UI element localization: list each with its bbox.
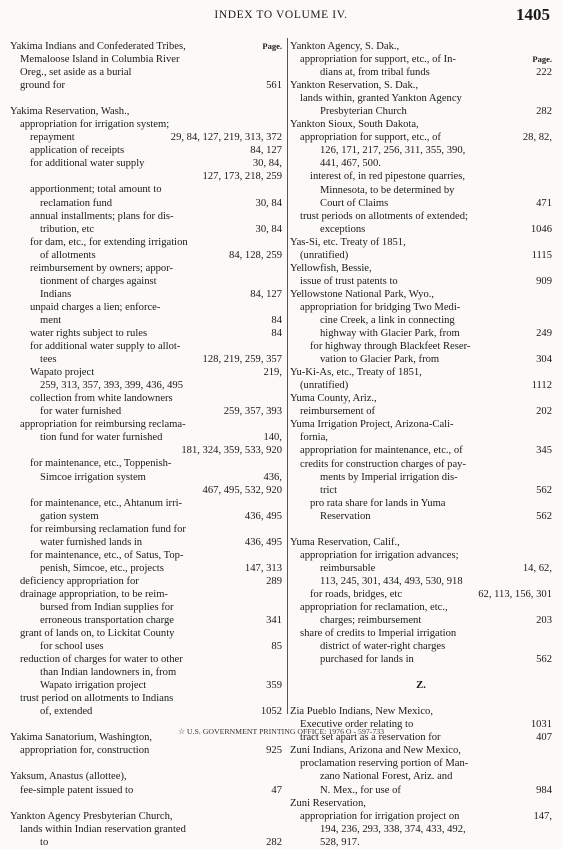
index-subentry (290, 784, 552, 797)
index-subentry (290, 144, 552, 157)
entry-text: Yu-Ki-As, etc., Treaty of 1851, (290, 367, 422, 379)
index-subentry (290, 431, 552, 444)
entry-text: apportionment; total amount to (30, 184, 162, 196)
entry-text: district of water-right charges (320, 641, 446, 653)
entry-text: 194, 236, 293, 338, 374, 433, 492, (320, 823, 466, 835)
index-subentry (10, 275, 282, 288)
page-reference: 30, 84 (255, 223, 282, 235)
index-subentry (290, 379, 552, 392)
entry-text: for maintenance, etc., Toppenish- (30, 458, 172, 470)
index-subentry (290, 314, 552, 327)
page-reference: 341 (266, 615, 282, 627)
page-reference: 84, 128, 259 (229, 249, 282, 261)
index-subentry (10, 614, 282, 627)
page-reference: 47 (271, 784, 282, 796)
page-reference: 85 (271, 641, 282, 653)
entry-spacer (290, 523, 552, 536)
index-subentry (10, 457, 282, 470)
index-subentry (10, 379, 282, 392)
entry-text: proclamation reserving portion of Man- (300, 758, 469, 770)
page-column-label: Page. (260, 40, 282, 53)
entry-text: highway with Glacier Park, from (320, 328, 460, 340)
page-reference: 909 (536, 275, 552, 287)
index-subentry (290, 184, 552, 197)
entry-text: appropriation for reclamation, etc., (300, 601, 448, 613)
page-reference: 30, 84 (255, 197, 282, 209)
entry-text: Yakima Sanatorium, Washington, (10, 732, 153, 744)
index-subentry (290, 223, 552, 236)
entry-text: Reservation (320, 510, 371, 522)
index-subentry (10, 353, 282, 366)
entry-text: charges; reimbursement (320, 615, 422, 627)
entry-text: for water furnished (40, 406, 122, 418)
index-subentry (10, 236, 282, 249)
entry-text: cine Creek, a link in connecting (320, 314, 455, 326)
page-reference: 147, (533, 810, 552, 822)
page-reference: 1046 (530, 223, 552, 235)
index-subentry (10, 157, 282, 170)
page-reference: 1112 (531, 380, 552, 392)
page-reference: 1031 (530, 719, 552, 731)
index-subentry (10, 118, 282, 131)
page-reference: 304 (536, 354, 552, 366)
entry-text: 113, 245, 301, 434, 493, 530, 918 (320, 575, 463, 587)
page-reference: 14, 62, (522, 562, 552, 574)
entry-text: deficiency appropriation for (20, 575, 139, 587)
entry-text: reimbursable (320, 562, 376, 574)
entry-text: for additional water supply to allot- (30, 341, 181, 353)
entry-text: Zuni Reservation, (290, 797, 366, 809)
index-subentry (290, 275, 552, 288)
index-entry-heading (290, 797, 552, 810)
entry-text: appropriation for, construction (20, 745, 150, 757)
entry-text: trust periods on allotments of extended; (300, 210, 468, 222)
entry-text: tract set apart as a reservation for (300, 732, 441, 744)
index-subentry (10, 627, 282, 640)
entry-text: tionment of charges against (40, 275, 157, 287)
index-subentry (10, 144, 282, 157)
page-reference: 471 (536, 197, 552, 209)
page-reference: 345 (536, 445, 552, 457)
entry-text: appropriation for irrigation system; (20, 119, 170, 131)
index-subentry (290, 484, 552, 497)
entry-text: reduction of charges for water to other (20, 654, 183, 666)
entry-text: appropriation for support, etc., of In- (300, 54, 456, 66)
index-subentry (290, 510, 552, 523)
index-subentry (10, 510, 282, 523)
index-entry-heading (290, 366, 552, 379)
index-subentry (10, 79, 282, 92)
entry-text: erroneous transportation charge (40, 615, 174, 627)
entry-text: drainage appropriation, to be reim- (20, 588, 168, 600)
entry-text: penish, Simcoe, etc., projects (40, 562, 164, 574)
page-reference: 84, 127 (250, 145, 282, 157)
entry-text: water rights subject to rules (30, 327, 148, 339)
entry-text: for dam, etc., for extending irrigation (30, 236, 188, 248)
index-subentry (290, 836, 552, 849)
entry-text: Yankton Reservation, S. Dak., (290, 80, 419, 92)
index-subentry (290, 353, 552, 366)
page-reference: 289 (266, 575, 282, 587)
index-subentry (10, 366, 282, 379)
page-reference: 62, 113, 156, 301 (478, 588, 552, 600)
entry-text: bursed from Indian supplies for (40, 601, 174, 613)
entry-text: tribution, etc (40, 223, 95, 235)
entry-text: Court of Claims (320, 197, 389, 209)
entry-text: gation system (40, 510, 99, 522)
page-reference: 30, 84, (252, 158, 282, 170)
index-subentry (10, 601, 282, 614)
entry-text: for maintenance, etc., of Satus, Top- (30, 549, 184, 561)
page-reference: 222 (536, 67, 552, 79)
entry-text: ments by Imperial irrigation dis- (320, 471, 458, 483)
entry-text: grant of lands on, to Lickitat County (20, 628, 175, 640)
index-subentry (10, 640, 282, 653)
index-subentry (10, 327, 282, 340)
index-subentry (290, 575, 552, 588)
entry-text: 528, 917. (320, 836, 360, 848)
index-subentry (10, 53, 282, 66)
entry-text: appropriation for reimbursing reclama- (20, 419, 186, 431)
page-reference: 128, 219, 259, 357 (202, 354, 282, 366)
entry-text: (unratified) (300, 380, 349, 392)
entry-text: to (40, 836, 49, 848)
index-entry-heading (10, 105, 282, 118)
entry-text: for additional water supply (30, 158, 145, 170)
index-subentry (290, 497, 552, 510)
index-entry-heading (290, 705, 552, 718)
section-letter: Z. (416, 680, 426, 692)
page-reference: 29, 84, 127, 219, 313, 372 (170, 132, 282, 144)
index-subentry (10, 392, 282, 405)
entry-text: repayment (30, 132, 75, 144)
entry-text: Yellowfish, Bessie, (290, 262, 372, 274)
entry-text: Yellowstone National Park, Wyo., (290, 288, 435, 300)
entry-text: lands within Indian reservation granted (20, 823, 186, 835)
page-column-label: Page. (530, 53, 552, 66)
index-entry-heading (290, 418, 552, 431)
entry-text: than Indian landowners in, from (40, 667, 177, 679)
index-entry-heading (290, 536, 552, 549)
index-subentry (290, 170, 552, 183)
index-subentry (10, 705, 282, 718)
entry-text: Zuni Indians, Arizona and New Mexico, (290, 745, 461, 757)
page-reference: 84 (271, 314, 282, 326)
page-reference: 436, 495 (244, 536, 282, 548)
printing-office-footer: ☆ U.S. GOVERNMENT PRINTING OFFICE: 1976 O - 597-733 (177, 727, 385, 736)
entry-text: fornia, (300, 432, 328, 444)
index-entry-heading (10, 40, 282, 53)
entry-text: share of credits to Imperial irrigation (300, 628, 457, 640)
index-subentry (10, 262, 282, 275)
entry-text: issue of trust patents to (300, 275, 398, 287)
page-reference: 282 (536, 106, 552, 118)
index-subentry (10, 131, 282, 144)
entry-text: purchased for lands in (320, 654, 414, 666)
page-reference: 561 (266, 80, 282, 92)
index-subentry (290, 588, 552, 601)
index-subentry (10, 249, 282, 262)
index-entry-heading (290, 262, 552, 275)
entry-text: exceptions (320, 223, 366, 235)
index-subentry (290, 549, 552, 562)
entry-spacer (10, 757, 282, 770)
entry-text: ment (40, 314, 62, 326)
index-subentry (10, 666, 282, 679)
index-subentry (10, 197, 282, 210)
page-reference: 359 (266, 680, 282, 692)
entry-text: Yankton Agency Presbyterian Church, (10, 810, 173, 822)
index-entry-heading (10, 810, 282, 823)
page-reference: 407 (536, 732, 552, 744)
index-subentry (10, 471, 282, 484)
index-subentry (290, 601, 552, 614)
index-subentry (10, 484, 282, 497)
index-subentry (10, 301, 282, 314)
index-subentry (290, 810, 552, 823)
page-reference: 436, 495 (244, 510, 282, 522)
index-subentry (10, 288, 282, 301)
index-subentry (290, 92, 552, 105)
entry-text: for school uses (40, 641, 104, 653)
page-reference: 562 (536, 510, 552, 522)
entry-text: tees (40, 354, 57, 366)
entry-text: 441, 467, 500. (320, 158, 381, 170)
entry-spacer (290, 692, 552, 705)
entry-text: for maintenance, etc., Ahtanum irri- (30, 497, 183, 509)
entry-text: vation to Glacier Park, from (320, 354, 440, 366)
entry-text: fee-simple patent issued to (20, 784, 134, 796)
entry-text: Oreg., set aside as a burial (20, 67, 132, 79)
entry-text: appropriation for irrigation advances; (300, 549, 459, 561)
entry-text: Yakima Indians and Confederated Tribes, (10, 41, 186, 52)
entry-text: Executive order relating to (300, 719, 414, 731)
index-entry-heading (290, 79, 552, 92)
index-subentry (290, 823, 552, 836)
entry-text: appropriation for support, etc., of (300, 132, 441, 144)
page-reference: 1115 (531, 249, 552, 261)
index-subentry (290, 471, 552, 484)
index-entry-heading (290, 118, 552, 131)
index-subentry (290, 340, 552, 353)
entry-text: Yankton Sioux, South Dakota, (290, 119, 419, 131)
index-subentry (290, 301, 552, 314)
entry-spacer (10, 92, 282, 105)
entry-text: zano National Forest, Ariz. and (320, 771, 453, 783)
index-subentry (10, 692, 282, 705)
index-subentry (290, 444, 552, 457)
entry-text: ground for (20, 80, 66, 92)
entry-text: Yas-Si, etc. Treaty of 1851, (290, 236, 406, 248)
page-reference: 562 (536, 484, 552, 496)
page-reference: 140, (263, 432, 282, 444)
index-entry-heading (290, 392, 552, 405)
index-subentry (10, 575, 282, 588)
index-subentry (290, 627, 552, 640)
entry-text: of allotments (40, 249, 96, 261)
page-reference: 84, 127 (250, 288, 282, 300)
index-entry-heading (10, 770, 282, 783)
index-subentry (10, 744, 282, 757)
entry-text: for highway through Blackfeet Reser- (310, 341, 471, 353)
index-subentry (10, 653, 282, 666)
entry-text: of, extended (40, 706, 93, 718)
page-reference: 1052 (260, 706, 282, 718)
entry-text: Wapato irrigation project (40, 680, 147, 692)
entry-text: lands within, granted Yankton Agency (300, 93, 462, 105)
index-subentry (10, 549, 282, 562)
index-subentry (10, 170, 282, 183)
column-divider (287, 38, 288, 714)
page-reference: 203 (536, 615, 552, 627)
index-subentry (10, 223, 282, 236)
index-entry-heading (290, 40, 552, 53)
index-subentry (10, 183, 282, 196)
page-reference: 984 (536, 784, 552, 796)
entry-text: Yuma County, Ariz., (290, 393, 377, 405)
entry-text: pro rata share for lands in Yuma (310, 497, 446, 509)
entry-text: for roads, bridges, etc (310, 588, 403, 600)
index-entry-heading (290, 744, 552, 757)
index-subentry (290, 757, 552, 770)
entry-text: reimbursement of (300, 406, 376, 418)
index-subentry (10, 536, 282, 549)
entry-text: dians at, from tribal funds (320, 67, 430, 79)
index-subentry (10, 523, 282, 536)
entry-text: Yuma Reservation, Calif., (290, 536, 400, 548)
entry-text: 259, 313, 357, 393, 399, 436, 495 (40, 380, 184, 392)
index-entry-heading (290, 288, 552, 301)
entry-text: tion fund for water furnished (40, 432, 163, 444)
page-reference: 259, 357, 393 (223, 406, 282, 418)
entry-text: credits for construction charges of pay- (300, 458, 467, 470)
index-subentry (290, 653, 552, 666)
entry-text: N. Mex., for use of (320, 784, 401, 796)
index-subentry (10, 405, 282, 418)
entry-spacer (10, 797, 282, 810)
index-subentry (10, 210, 282, 223)
index-subentry (290, 53, 552, 66)
page-number: 1405 (516, 5, 550, 24)
index-subentry (10, 784, 282, 797)
page-reference: 219, (263, 367, 282, 379)
index-subentry (10, 418, 282, 431)
entry-text: interest of, in red pipestone quarries, (310, 171, 466, 183)
index-subentry (290, 458, 552, 471)
index-subentry (290, 405, 552, 418)
index-subentry (10, 314, 282, 327)
page-reference: 202 (536, 406, 552, 418)
entry-text: reimbursement by owners; appor- (30, 262, 174, 274)
entry-text: Memaloose Island in Columbia River (20, 54, 180, 66)
entry-text: annual installments; plans for dis- (30, 210, 174, 222)
index-subentry (290, 105, 552, 118)
index-subentry (10, 823, 282, 836)
page-reference: 84 (271, 327, 282, 339)
index-subentry (290, 210, 552, 223)
page-reference: 467, 495, 532, 920 (202, 484, 282, 496)
entry-text: Yaksum, Anastus (allottee), (10, 771, 127, 783)
page-reference: 147, 313 (244, 562, 282, 574)
entry-text: reclamation fund (40, 197, 113, 209)
index-subentry (10, 588, 282, 601)
entry-spacer (290, 666, 552, 679)
entry-text: Yakima Reservation, Wash., (10, 106, 130, 118)
page-reference: 181, 324, 359, 533, 920 (181, 445, 282, 457)
page-reference: 925 (266, 745, 282, 757)
index-subentry (10, 66, 282, 79)
entry-text: for reimbursing reclamation fund for (30, 523, 186, 535)
entry-text: water furnished lands in (40, 536, 143, 548)
index-subentry (10, 431, 282, 444)
page-reference: 28, 82, (522, 132, 552, 144)
entry-text: trust period on allotments to Indians (20, 693, 174, 705)
index-subentry (290, 327, 552, 340)
entry-text: (unratified) (300, 249, 349, 261)
index-subentry (290, 614, 552, 627)
index-subentry (10, 497, 282, 510)
entry-text: appropriation for maintenance, etc., of (300, 445, 463, 457)
entry-text: Wapato project (30, 367, 95, 379)
entry-text: Yuma Irrigation Project, Arizona-Cali- (290, 419, 454, 431)
page-reference: 562 (536, 654, 552, 666)
entry-text: Simcoe irrigation system (40, 471, 146, 483)
index-subentry (290, 249, 552, 262)
index-subentry (10, 679, 282, 692)
index-subentry (290, 131, 552, 144)
index-entry-heading (290, 236, 552, 249)
page-reference: 436, (263, 471, 282, 483)
page-reference: 282 (266, 836, 282, 848)
page-header-title: INDEX TO VOLUME IV. (214, 9, 348, 21)
index-subentry (10, 340, 282, 353)
entry-text: collection from white landowners (30, 393, 173, 405)
entry-text: trict (320, 484, 338, 496)
page-reference: 249 (536, 328, 552, 340)
entry-text: 126, 171, 217, 256, 311, 355, 390, (320, 145, 466, 157)
index-subentry (290, 157, 552, 170)
index-subentry (10, 444, 282, 457)
page-reference: 127, 173, 218, 259 (202, 171, 282, 183)
entry-text: Yankton Agency, S. Dak., (290, 41, 400, 52)
index-subentry (10, 836, 282, 849)
index-subentry (290, 66, 552, 79)
entry-text: Indians (40, 288, 72, 300)
entry-text: Minnesota, to be determined by (320, 184, 455, 196)
index-subentry (290, 197, 552, 210)
entry-text: appropriation for irrigation project on (300, 810, 460, 822)
index-subentry (290, 640, 552, 653)
index-subentry (290, 770, 552, 783)
entry-text: unpaid charges a lien; enforce- (30, 301, 161, 313)
entry-text: Presbyterian Church (320, 106, 407, 118)
index-subentry (290, 562, 552, 575)
entry-text: application of receipts (30, 145, 125, 157)
entry-text: appropriation for bridging Two Medi- (300, 301, 461, 313)
entry-text: Zia Pueblo Indians, New Mexico, (290, 706, 433, 718)
index-subentry (10, 562, 282, 575)
